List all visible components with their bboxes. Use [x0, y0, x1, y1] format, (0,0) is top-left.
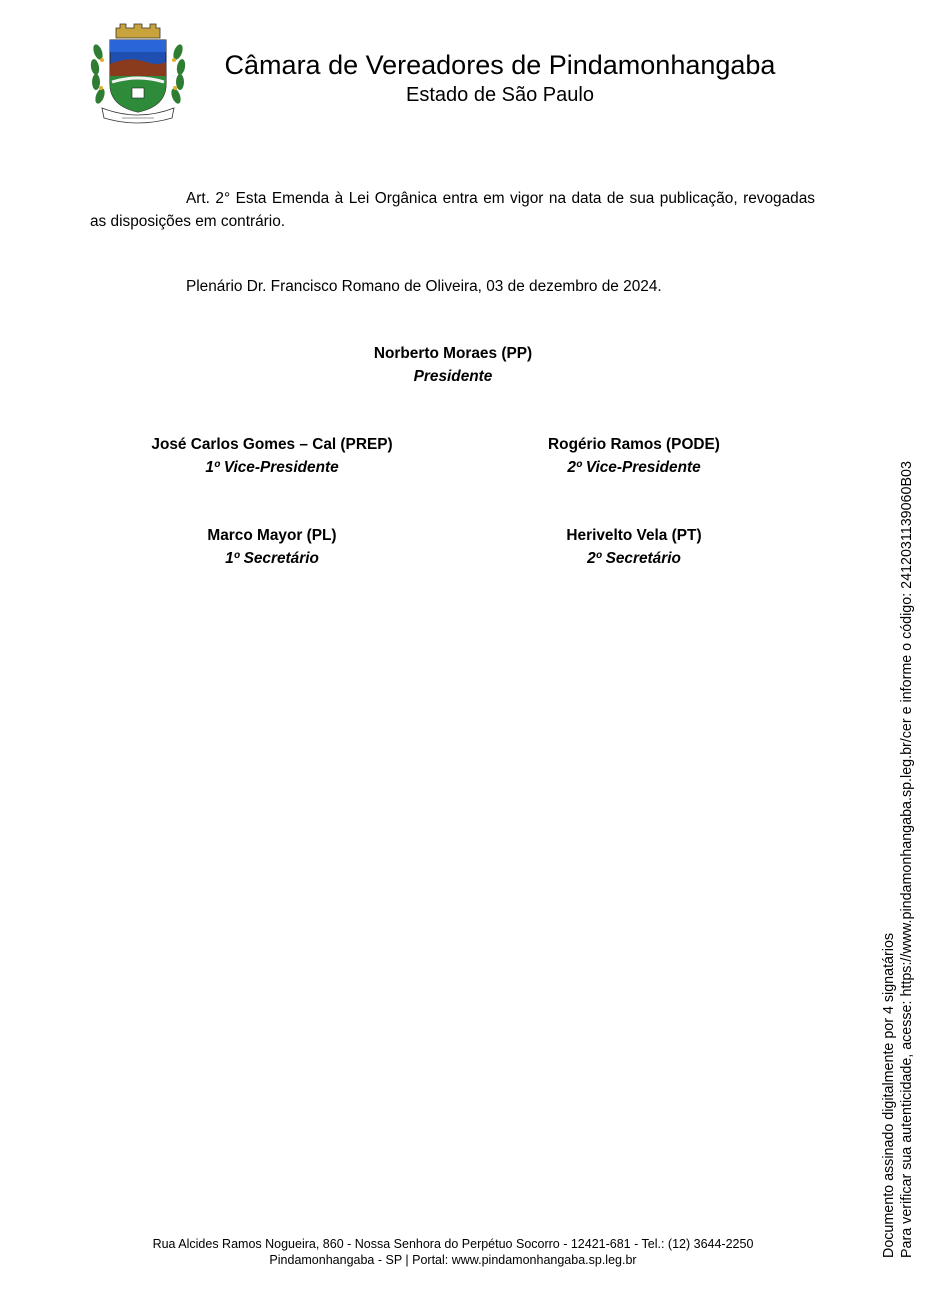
signature-president: [303, 342, 603, 388]
signatory-name: Marco Mayor (PL): [207, 527, 337, 544]
signature-vice-president-1: [122, 433, 422, 479]
page-title: Câmara de Vereadores de Pindamonhangaba: [224, 50, 776, 80]
signature-secretary-1: [122, 524, 422, 570]
signatory-role: Presidente: [413, 368, 493, 385]
signatory-name: José Carlos Gomes – Cal (PREP): [151, 436, 393, 453]
article-paragraph: Art. 2° Esta Emenda à Lei Orgânica entra em vigor na data de sua publicação, revogadas as disposições em contrário.: [90, 190, 815, 230]
verification-note: [880, 358, 916, 1258]
signatory-role: 1º Vice-Presidente: [205, 459, 339, 476]
signatory-name: Norberto Moraes (PP): [373, 345, 533, 362]
verification-line-1: Documento assinado digitalmente por 4 signatários: [881, 932, 897, 1258]
verification-line-2: Para verificar sua autenticidade, acesse: https://www.pindamonhangaba.sp.leg.br/cer e informe o código: 2412031139060B03: [899, 461, 915, 1258]
footer-address: Rua Alcides Ramos Nogueira, 860 - Nossa Senhora do Perpétuo Socorro - 12421-681 - Tel.: (12) 3644-2250: [152, 1237, 754, 1251]
signatory-name: Herivelto Vela (PT): [566, 527, 702, 544]
coat-of-arms-icon: [88, 22, 188, 126]
signature-secretary-2: [484, 524, 784, 570]
signature-vice-president-2: [484, 433, 784, 479]
signatory-role: 1º Secretário: [225, 550, 319, 567]
signatory-role: 2º Secretário: [587, 550, 681, 567]
signatory-role: 2º Vice-Presidente: [567, 459, 701, 476]
signatory-name: Rogério Ramos (PODE): [548, 436, 720, 453]
footer-portal: Pindamonhangaba - SP | Portal: www.pindamonhangaba.sp.leg.br: [269, 1253, 637, 1267]
page-footer: [60, 1236, 846, 1268]
place-date-line: Plenário Dr. Francisco Romano de Oliveira, 03 de dezembro de 2024.: [186, 278, 662, 295]
page-subtitle: Estado de São Paulo: [406, 84, 594, 106]
